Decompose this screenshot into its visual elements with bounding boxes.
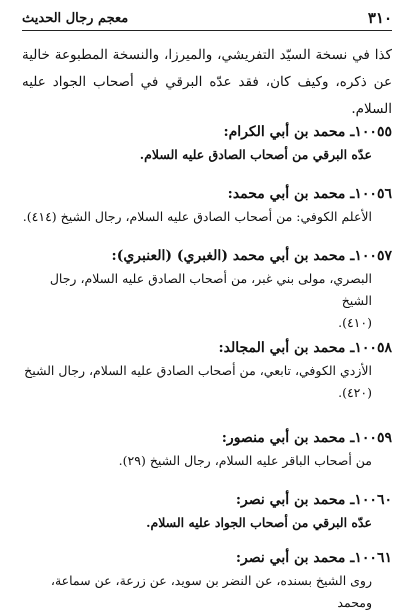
header-rule [22,30,392,31]
entry [22,488,392,534]
running-header [22,6,392,30]
entry-heading: ١٠٠٥٥ـ محمد بن أبي الكرام: [223,124,392,140]
intro-paragraph: كذا في نسخة السيّد التفريشي، والميرزا، والنسخة المطبوعة خالية عن ذكره، وكيف كان، فقد عدّه البرقي في أصحاب الجواد عليه السلام. [22,47,392,117]
entry-heading: ١٠٠٥٦ـ محمد بن أبي محمد: [227,186,392,202]
entry-heading: ١٠٠٥٧ـ محمد بن أبي محمد (الغبري) (العنبري): [111,248,392,264]
page-number: ٣١٠ [367,9,392,27]
entry-heading: ١٠٠٦٠ـ محمد بن أبي نصر: [235,492,392,508]
entry-body-text: البصري، مولى بني غبر، من أصحاب الصادق عليه السلام، رجال الشيخ [49,271,372,308]
entry-heading: ١٠٠٥٨ـ محمد بن أبي المجالد: [218,340,392,356]
entry-citation: (٤١٠). [338,315,372,330]
entry-body [22,360,392,404]
entry [22,120,392,166]
entry [22,244,392,334]
entry-heading: ١٠٠٥٩ـ محمد بن أبي منصور: [221,430,392,446]
entry-body [22,268,392,334]
entry [22,426,392,472]
entry-body-text: الأزدي الكوفي، تابعي، من أصحاب الصادق عليه السلام، رجال الشيخ [24,363,372,378]
entry [22,336,392,404]
entry [22,182,392,228]
book-title: معجم رجال الحديث [22,10,129,26]
entry-body: عدّه البرقي من أصحاب الجواد عليه السلام. [146,515,372,530]
entry [22,546,392,614]
entry-heading: ١٠٠٦١ـ محمد بن أبي نصر: [235,550,392,566]
entry-body: من أصحاب الباقر عليه السلام، رجال الشيخ (٢٩). [118,453,372,468]
entry-body: الأعلم الكوفي: من أصحاب الصادق عليه السلام، رجال الشيخ (٤١٤). [22,209,372,224]
entry-body: عدّه البرقي من أصحاب الصادق عليه السلام. [139,147,372,162]
entry-citation: (٤٢٠). [338,385,372,400]
entry-body: روى الشيخ بسنده، عن النضر بن سويد، عن زرعة، عن سماعة، ومحمد [50,573,372,610]
